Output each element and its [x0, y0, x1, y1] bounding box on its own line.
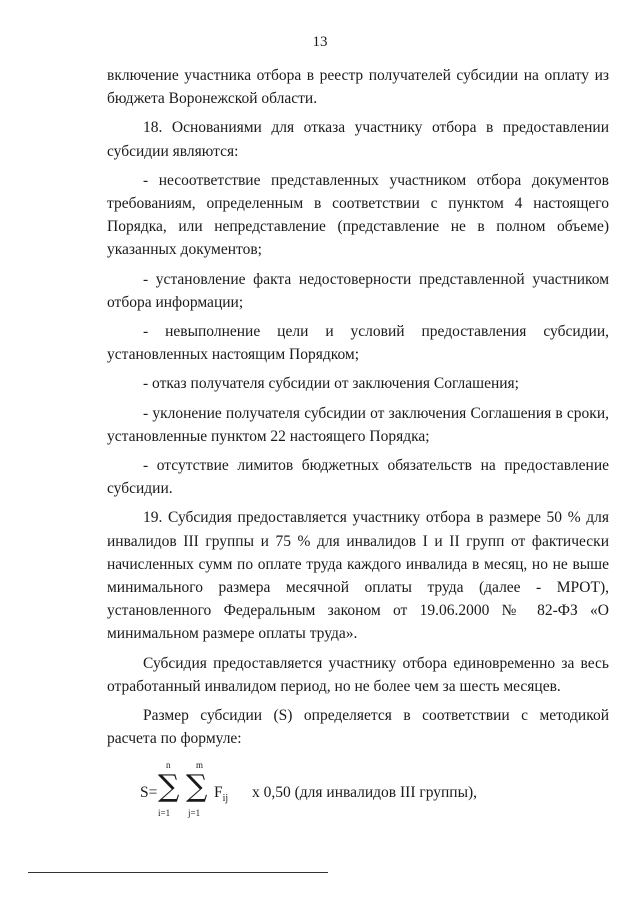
- list-item-refusal-2: - установление факта недостоверности представленной участником отбора информации;: [107, 270, 609, 311]
- page-number: 13: [312, 34, 328, 50]
- document-body: [107, 64, 609, 750]
- formula-term: [214, 784, 228, 804]
- formula-lower-limit-i: i=1: [158, 808, 171, 818]
- sum-sign-i: ∑: [158, 769, 180, 804]
- formula-lhs: S=: [140, 784, 158, 801]
- formula-term-index: ij: [222, 793, 229, 805]
- sum-sign-j: ∑: [186, 769, 208, 804]
- list-item-refusal-3: - невыполнение цели и условий предоставления субсидии, установленных настоящим Порядком;: [107, 323, 609, 364]
- formula-upper-limit-m: m: [196, 760, 204, 770]
- footer-divider: [28, 872, 328, 873]
- list-item-refusal-4: - отказ получателя субсидии от заключения Соглашения;: [143, 375, 519, 393]
- paragraph-19: 19. Субсидия предоставляется участнику отбора в размере 50 % для инвалидов III группы и 75 % для инвалидов I и II групп от фактически начисленных сумм по оплате труда каждого инвалида в месяц, но не выше минимального размера месячной оплаты труда (далее - МРОТ), установленного Федеральным законом от 19.06.2000 № 82-ФЗ «О минимальном размере оплаты труда».: [107, 509, 609, 643]
- list-item-refusal-5: - уклонение получателя субсидии от заключения Соглашения в сроки, установленные пунктом 22 настоящего Порядка;: [107, 404, 609, 445]
- paragraph-19-formula-intro: Размер субсидии (S) определяется в соответствии с методикой расчета по формуле:: [107, 707, 609, 748]
- formula-lower-limit-j: j=1: [188, 808, 201, 818]
- formula-term-symbol: F: [214, 784, 223, 801]
- paragraph-19-period: Субсидия предоставляется участнику отбора единовременно за весь отработанный инвалидом период, но не более чем за шесть месяцев.: [107, 654, 609, 695]
- list-item-refusal-1: - несоответствие представленных участником отбора документов требованиям, определенным в соответствии с пунктом 4 настоящего Порядка, или непредставление (представление не в полном объеме) указанных документов;: [107, 171, 609, 259]
- formula-upper-limit-n: n: [166, 760, 171, 770]
- formula-rest: x 0,50 (для инвалидов III группы),: [252, 784, 478, 801]
- paragraph-18: 18. Основаниями для отказа участнику отбора в предоставлении субсидии являются:: [107, 119, 609, 160]
- paragraph-continuation: включение участника отбора в реестр получателей субсидии на оплату из бюджета Воронежской области.: [107, 67, 609, 108]
- subsidy-formula: [140, 758, 620, 828]
- list-item-refusal-6: - отсутствие лимитов бюджетных обязательств на предоставление субсидии.: [107, 457, 609, 498]
